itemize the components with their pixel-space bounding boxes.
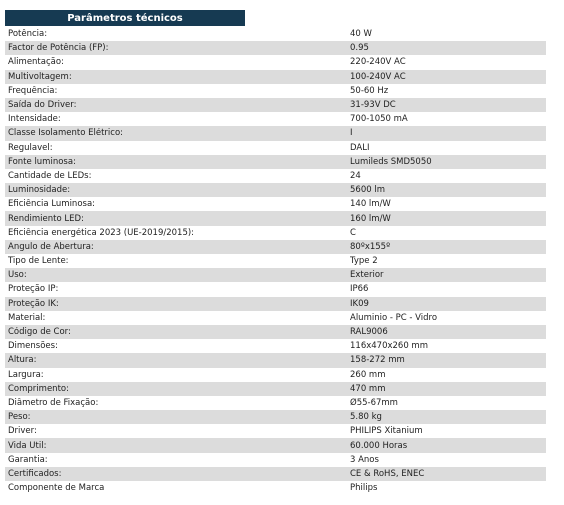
spec-label: Regulavel: bbox=[8, 142, 53, 153]
spec-row bbox=[5, 55, 546, 69]
spec-value: IK09 bbox=[350, 298, 369, 309]
spec-label: Peso: bbox=[8, 412, 31, 423]
spec-value: C bbox=[350, 227, 356, 238]
spec-row bbox=[5, 424, 546, 438]
spec-label: Cantidade de LEDs: bbox=[8, 170, 92, 181]
spec-label: Saída do Driver: bbox=[8, 100, 77, 111]
spec-label: Ângulo de Abertura: bbox=[8, 241, 94, 252]
spec-value: 470 mm bbox=[350, 383, 386, 394]
spec-label: Multivoltagem: bbox=[8, 71, 72, 82]
spec-row bbox=[5, 453, 546, 467]
spec-label: Rendimiento LED: bbox=[8, 213, 84, 224]
spec-value: 5.80 kg bbox=[350, 412, 382, 423]
spec-row bbox=[5, 368, 546, 382]
spec-row bbox=[5, 382, 546, 396]
spec-row bbox=[5, 311, 546, 325]
spec-label: Tipo de Lente: bbox=[8, 256, 69, 267]
spec-value: RAL9006 bbox=[350, 327, 388, 338]
spec-row bbox=[5, 112, 546, 126]
spec-value: I bbox=[350, 128, 353, 139]
spec-row bbox=[5, 268, 546, 282]
spec-row bbox=[5, 70, 546, 84]
spec-row bbox=[5, 438, 546, 452]
spec-label: Certificados: bbox=[8, 468, 62, 479]
spec-label: Vida Útil: bbox=[8, 440, 47, 451]
spec-label: Potência: bbox=[8, 29, 48, 40]
spec-row bbox=[5, 282, 546, 296]
spec-label: Uso: bbox=[8, 270, 27, 281]
spec-row bbox=[5, 84, 546, 98]
spec-value: 158-272 mm bbox=[350, 355, 405, 366]
spec-row bbox=[5, 254, 546, 268]
spec-label: Dimensões: bbox=[8, 341, 58, 352]
specs-table bbox=[5, 27, 546, 495]
spec-label: Altura: bbox=[8, 355, 37, 366]
spec-value: 31-93V DC bbox=[350, 100, 396, 111]
spec-value: 700-1050 mA bbox=[350, 114, 408, 125]
spec-value: 50-60 Hz bbox=[350, 85, 389, 96]
spec-row bbox=[5, 126, 546, 140]
spec-row bbox=[5, 41, 546, 55]
spec-value: Ø55-67mm bbox=[350, 397, 398, 408]
spec-value: 116x470x260 mm bbox=[350, 341, 428, 352]
spec-row bbox=[5, 169, 546, 183]
spec-row bbox=[5, 183, 546, 197]
spec-label: Frequência: bbox=[8, 85, 58, 96]
spec-label: Factor de Potência (FP): bbox=[8, 43, 109, 54]
spec-value: Lumileds SMD5050 bbox=[350, 156, 432, 167]
spec-label: Luminosidade: bbox=[8, 185, 71, 196]
spec-label: Alimentação: bbox=[8, 57, 64, 68]
spec-label: Eficiência energética 2023 (UE-2019/2015): bbox=[8, 227, 195, 238]
spec-row bbox=[5, 226, 546, 240]
spec-label: Material: bbox=[8, 312, 46, 323]
section-title bbox=[5, 10, 245, 26]
spec-value: 100-240V AC bbox=[350, 71, 406, 82]
spec-value: PHILIPS Xitanium bbox=[350, 426, 423, 437]
spec-label: Intensidade: bbox=[8, 114, 61, 125]
spec-value: Exterior bbox=[350, 270, 384, 281]
spec-value: Aluminio - PC - Vidro bbox=[350, 312, 438, 323]
spec-value: 24 bbox=[350, 170, 361, 181]
spec-label: Driver: bbox=[8, 426, 37, 437]
spec-row bbox=[5, 297, 546, 311]
spec-row bbox=[5, 410, 546, 424]
spec-value: 60.000 Horas bbox=[350, 440, 408, 451]
spec-row bbox=[5, 211, 546, 225]
spec-label: Largura: bbox=[8, 369, 44, 380]
spec-label: Classe Isolamento Elétrico: bbox=[8, 128, 124, 139]
spec-row bbox=[5, 98, 546, 112]
spec-value: 0.95 bbox=[350, 43, 369, 54]
spec-row bbox=[5, 155, 546, 169]
spec-value: IP66 bbox=[350, 284, 369, 295]
spec-value: 40 W bbox=[350, 29, 372, 40]
spec-value: CE & RoHS, ENEC bbox=[350, 468, 425, 479]
spec-value: Philips bbox=[350, 483, 378, 494]
spec-row bbox=[5, 197, 546, 211]
spec-row bbox=[5, 325, 546, 339]
section-title-text: Parâmetros técnicos bbox=[67, 12, 183, 24]
spec-value: Type 2 bbox=[350, 256, 378, 267]
spec-row bbox=[5, 339, 546, 353]
spec-value: 5600 lm bbox=[350, 185, 385, 196]
spec-row bbox=[5, 481, 546, 495]
spec-row bbox=[5, 353, 546, 367]
spec-value: 220-240V AC bbox=[350, 57, 406, 68]
spec-label: Diâmetro de Fixação: bbox=[8, 397, 99, 408]
spec-value: 260 mm bbox=[350, 369, 386, 380]
spec-row bbox=[5, 396, 546, 410]
spec-row bbox=[5, 467, 546, 481]
spec-row bbox=[5, 27, 546, 41]
spec-value: 160 lm/W bbox=[350, 213, 391, 224]
spec-label: Fonte luminosa: bbox=[8, 156, 76, 167]
spec-value: DALI bbox=[350, 142, 370, 153]
spec-value: 80ºx155º bbox=[350, 241, 391, 252]
spec-label: Proteção IP: bbox=[8, 284, 59, 295]
spec-label: Componente de Marca bbox=[8, 483, 105, 494]
spec-value: 3 Anos bbox=[350, 454, 379, 465]
spec-label: Eficiência Luminosa: bbox=[8, 199, 96, 210]
spec-label: Garantia: bbox=[8, 454, 48, 465]
spec-label: Proteção IK: bbox=[8, 298, 59, 309]
spec-label: Código de Cor: bbox=[8, 327, 71, 338]
spec-row bbox=[5, 240, 546, 254]
spec-row bbox=[5, 141, 546, 155]
spec-label: Comprimento: bbox=[8, 383, 69, 394]
spec-value: 140 lm/W bbox=[350, 199, 391, 210]
